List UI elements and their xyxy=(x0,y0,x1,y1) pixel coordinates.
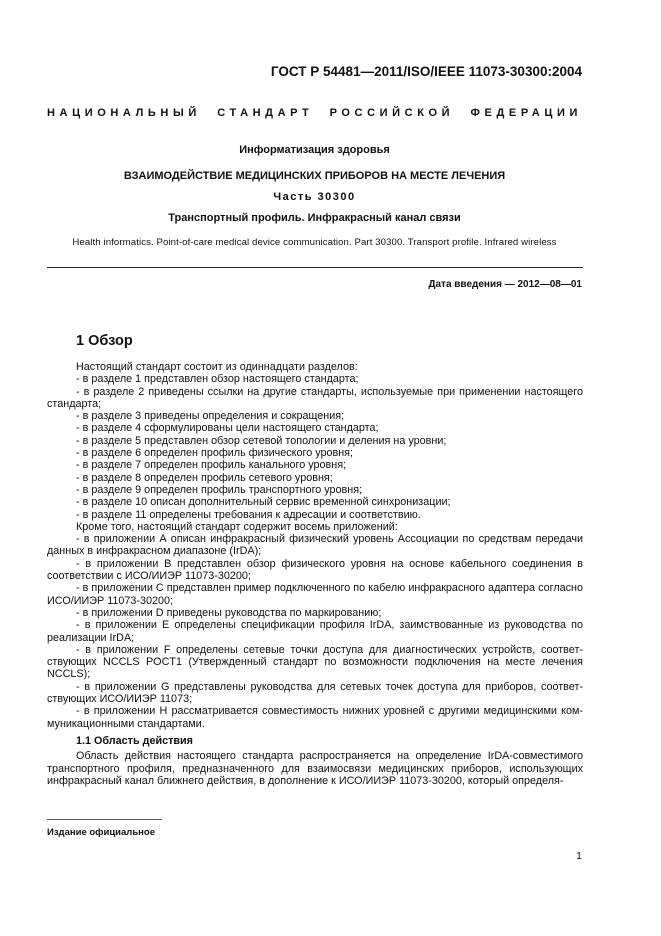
list-item: - в разделе 4 сформулированы цели настоящего стандарта; xyxy=(76,422,379,435)
list-item: - в приложении Е определены спецификации профиля IrDA, заимствованные из руководства по реализации IrDA; xyxy=(47,619,583,644)
paragraph: Область действия настоящего стандарта распространяется на определение IrDA-совместимого транспортного профиля, предназначенного для взаимосвязи медицинских приборов, использующих инфракрасный канал ближнего действия, в дополнение к ИСО/ИИЭР 11073-30200, который определя- xyxy=(47,750,583,787)
subtitle: Транспортный профиль. Инфракрасный канал связи xyxy=(168,212,461,224)
section-1-heading: 1 Обзор xyxy=(76,333,133,349)
page-number: 1 xyxy=(576,850,582,862)
list-item: - в разделе 8 определен профиль сетевого уровня; xyxy=(76,471,333,484)
list-item: - в разделе 6 определен профиль физического уровня; xyxy=(76,447,354,460)
body-text xyxy=(47,361,583,787)
section-1-1-heading: 1.1 Область действия xyxy=(76,734,193,747)
part-number: Часть 30300 xyxy=(273,191,356,203)
footer-divider xyxy=(47,819,162,820)
paragraph: Настоящий стандарт состоит из одиннадцати разделов: xyxy=(76,361,358,373)
list-item: - в приложении G представлены руководства для сетевых точек доступа для приборов, соответ-ствующих ИСО/ИИЭР 11073; xyxy=(47,680,583,706)
list-item: - в разделе 7 определен профиль канального уровня; xyxy=(76,459,347,472)
list-item: - в приложении Н рассматривается совместимость нижних уровней с другими медицинскими ком-муникационными стандартами. xyxy=(47,705,583,730)
list-item: - в приложении F определены сетевые точки доступа для диагностических устройств, соответ-ствующих NCCLS POCT1 (Утвержденный стандарт по возможности подключения на месте лечения NCCLS); xyxy=(47,643,583,681)
list-item: - в разделе 9 определен профиль транспортного уровня; xyxy=(76,483,363,496)
list-item: - в разделе 5 представлен обзор сетевой топологии и деления на уровни; xyxy=(76,434,447,447)
list-item: - в приложении В представлен обзор физического уровня на основе кабельного соединения в соответствии с ИСО/ИИЭР 11073-30200; xyxy=(47,557,583,583)
main-title: ВЗАИМОДЕЙСТВИЕ МЕДИЦИНСКИХ ПРИБОРОВ НА МЕСТЕ ЛЕЧЕНИЯ xyxy=(123,170,506,182)
list-item: - в разделе 2 приведены ссылки на другие стандарты, используемые при применении настоящего стандарта; xyxy=(47,385,583,410)
list-item: - в разделе 1 представлен обзор настоящего стандарта; xyxy=(76,373,359,386)
english-title: Health informatics. Point-of-care medical device communication. Part 30300. Transport profile. Infrared wireless xyxy=(72,237,557,248)
title-divider xyxy=(47,267,583,268)
intro-date: Дата введения — 2012—08—01 xyxy=(428,279,582,290)
field-title: Информатизация здоровья xyxy=(239,144,390,156)
list-item: - в разделе 10 описан дополнительный сервис временной синхронизации; xyxy=(76,496,451,509)
list-item: - в приложении А описан инфракрасный физический уровень Ассоциации по средствам передачи данных в инфракрасном диапазоне (IrDA); xyxy=(47,533,583,558)
edition-label: Издание официальное xyxy=(47,827,155,838)
list-item: - в приложении С представлен пример подключенного по кабелю инфракрасного адаптера согласно ИСО/ИИЭР 11073-30200; xyxy=(47,582,583,607)
list-item: - в разделе 3 приведены определения и сокращения; xyxy=(76,410,345,423)
doc-code-header: ГОСТ Р 54481—2011/ISO/IEEE 11073-30300:2004 xyxy=(270,64,582,79)
list-item: - в разделе 11 определены требования к адресации и соответствию. xyxy=(76,508,421,521)
paragraph: Кроме того, настоящий стандарт содержит восемь приложений: xyxy=(76,520,398,533)
list-item: - в приложении D приведены руководства по маркированию; xyxy=(76,606,382,619)
national-standard-banner: НАЦИОНАЛЬНЫЙ СТАНДАРТ РОССИЙСКОЙ ФЕДЕРАЦИИ xyxy=(47,107,582,119)
